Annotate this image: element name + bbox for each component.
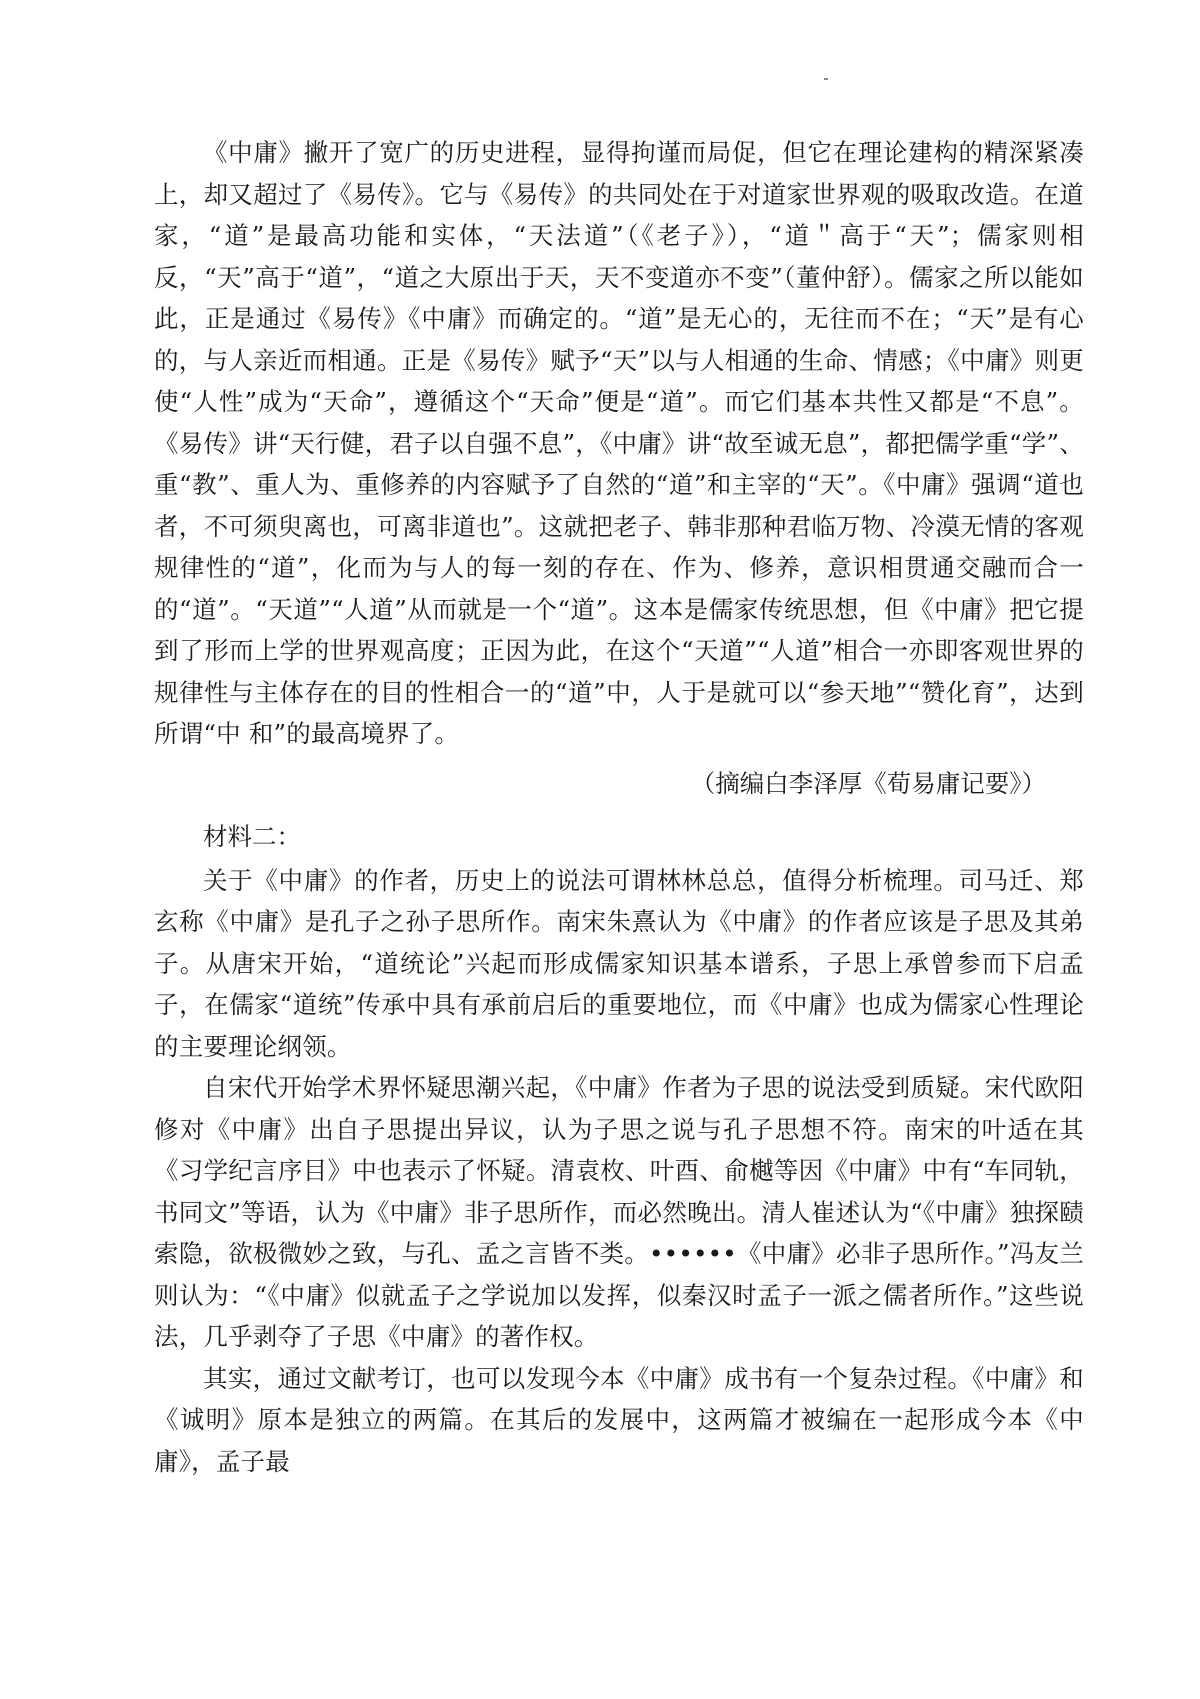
source-citation: （摘编白李泽厚《荀易庸记要》） (690, 768, 1046, 798)
material-one-paragraph: 《中庸》撇开了宽广的历史进程，显得拘谨而局促，但它在理论建构的精深紧凑上，却又超过了《易传》。它与《易传》的共同处在于对道家世界观的吸取改造。在道家，“道”是最高功能和实体，“天法道”（《老子》），“道＂高于“天”；儒家则相反，“天”高于“道”，“道之大原出于天，天不变道亦不变”（董仲舒）。儒家之所以能如此，正是通过《易传》《中庸》而确定的。“道”是无心的，无往而不在；“天”是有心的，与人亲近而相通。正是《易传》赋予“天”以与人相通的生命、情感；《中庸》则更使“人性”成为“天命”，遵循这个“天命”便是“道”。而它们基本共性又都是“不息”。《易传》讲“天行健，君子以自强不息”，《中庸》讲“故至诚无息”，都把儒学重“学”、重“教”、重人为、重修养的内容赋予了自然的“道”和主宰的“天”。《中庸》强调“道也者，不可须臾离也，可离非道也”。这就把老子、韩非那种君临万物、冷漠无情的客观规律性的“道”，化而为与人的每一刻的存在、作为、修养，意识相贯通交融而合一的“道”。“天道”“人道”从而就是一个“道”。这本是儒家传统思想，但《中庸》把它提到了形而上学的世界观高度；正因为此，在这个“天道”“人道”相合一亦即客观世界的规律性与主体存在的目的性相合一的“道”中，人于是就可以“参天地”“赞化育”，达到所谓“中 和”的最高境界了。 (154, 138, 1084, 748)
material-two-heading: 材料二： (203, 822, 301, 851)
page-mark (824, 78, 828, 80)
material-two-paragraph-2: 自宋代开始学术界怀疑思潮兴起，《中庸》作者为子思的说法受到质疑。宋代欧阳修对《中庸》出自子思提出异议，认为子思之说与孔子思想不符。南宋的叶适在其《习学纪言序目》中也表示了怀疑。清袁枚、叶酉、俞樾等因《中庸》中有“车同轨，书同文”等语，认为《中庸》非子思所作，而必然晚出。清人崔述认为“《中庸》独探赜索隐，欲极微妙之致，与孔、孟之言皆不类。••••••《中庸》必非子思所作。”冯友兰则认为：“《中庸》似就孟子之学说加以发挥，似秦汉时孟子一派之儒者所作。”这些说法，几乎剥夺了子思《中庸》的著作权。 (154, 1073, 1084, 1351)
material-two-paragraph-1: 关于《中庸》的作者，历史上的说法可谓林林总总，值得分析梳理。司马迁、郑玄称《中庸》是孔子之孙子思所作。南宋朱熹认为《中庸》的作者应该是子思及其弟子。从唐宋开始，“道统论”兴起而形成儒家知识基本谱系，子思上承曾参而下启孟子，在儒家“道统”传承中具有承前启后的重要地位，而《中庸》也成为儒家心性理论的主要理论纲领。 (154, 865, 1084, 1061)
material-two-paragraph-3: 其实，通过文献考订，也可以发现今本《中庸》成书有一个复杂过程。《中庸》和《诚明》原本是独立的两篇。在其后的发展中，这两篇才被编在一起形成今本《中庸》，孟子最 (154, 1363, 1084, 1476)
document-body (154, 132, 1084, 1482)
